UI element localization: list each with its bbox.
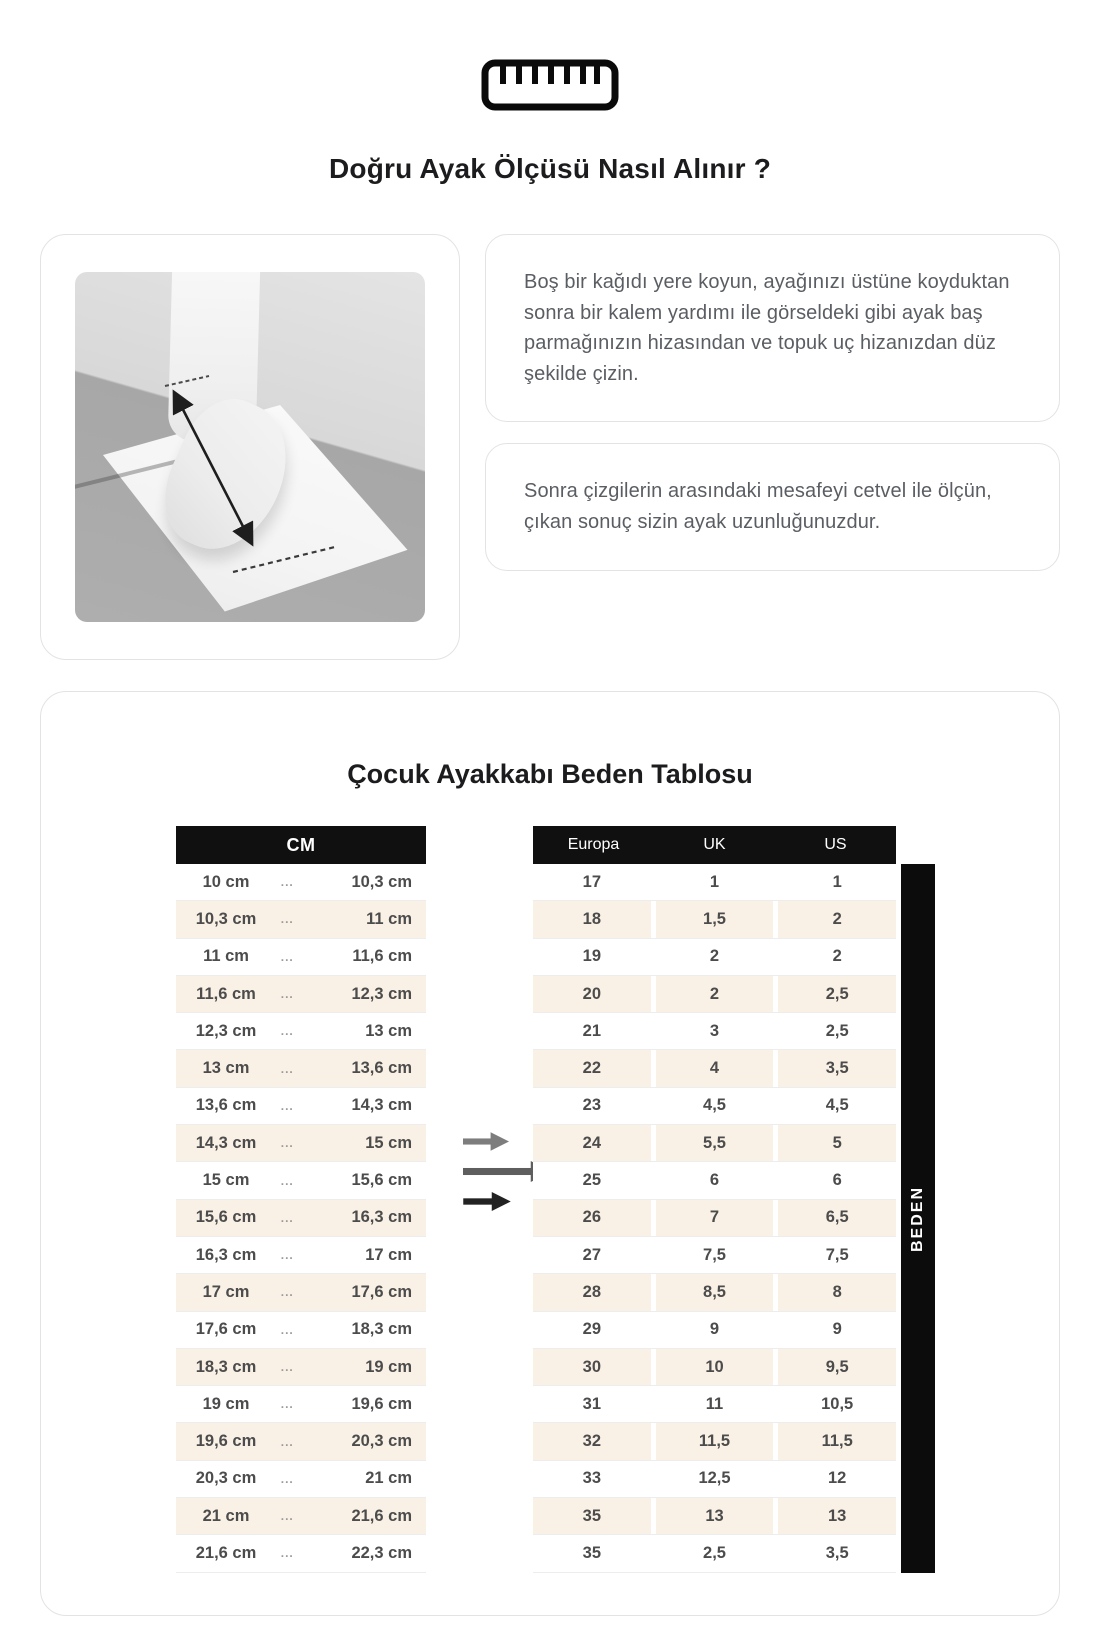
- table-row: [533, 1386, 896, 1423]
- size-table-body: [533, 864, 896, 1573]
- table-row: [176, 1274, 426, 1311]
- range-dots: ...: [280, 987, 294, 1002]
- us-value: 3,5: [778, 1535, 896, 1571]
- cm-to-value: 13 cm: [365, 1021, 412, 1040]
- uk-value: 5,5: [656, 1125, 774, 1161]
- europa-value: 35: [533, 1498, 651, 1534]
- arrow-right-icon-bottom: [463, 1192, 511, 1211]
- arrow-right-icon-top: [463, 1132, 509, 1151]
- international-size-table: [533, 826, 896, 1573]
- table-row: [176, 1312, 426, 1349]
- cm-from-value: 15 cm: [202, 1171, 250, 1190]
- table-row: [176, 1088, 426, 1125]
- beden-label: BEDEN: [909, 1185, 927, 1252]
- range-dots: ...: [280, 1509, 294, 1524]
- us-value: 11,5: [778, 1423, 896, 1459]
- uk-value: 2: [656, 939, 774, 975]
- cm-range-table: [176, 826, 426, 1573]
- europa-value: 28: [533, 1274, 651, 1310]
- us-value: 6,5: [778, 1200, 896, 1236]
- table-row: [533, 1125, 896, 1162]
- cm-table-body: [176, 864, 426, 1573]
- range-dots: ...: [280, 1173, 294, 1188]
- how-to-section: [40, 234, 1060, 660]
- europa-value: 17: [533, 864, 651, 900]
- instruction-step-1: [485, 234, 1060, 422]
- size-table-header: [533, 826, 896, 864]
- us-value: 9: [778, 1312, 896, 1348]
- table-row: [176, 1423, 426, 1460]
- table-row: [176, 1162, 426, 1199]
- uk-value: 10: [656, 1349, 774, 1385]
- cm-to-value: 11 cm: [366, 909, 412, 928]
- europa-value: 30: [533, 1349, 651, 1385]
- cm-from-value: 13,6 cm: [195, 1096, 257, 1115]
- cm-to-value: 11,6 cm: [352, 947, 412, 966]
- table-row: [533, 1498, 896, 1535]
- table-row: [176, 1386, 426, 1423]
- range-dots: ...: [280, 912, 294, 927]
- europa-value: 26: [533, 1200, 651, 1236]
- europa-value: 35: [533, 1535, 651, 1571]
- cm-to-value: 20,3 cm: [351, 1432, 412, 1451]
- mapping-arrows: [426, 826, 533, 1211]
- cm-to-value: 10,3 cm: [351, 872, 412, 891]
- uk-value: 13: [656, 1498, 774, 1534]
- cm-from-value: 11 cm: [203, 947, 249, 966]
- uk-value: 8,5: [656, 1274, 774, 1310]
- us-value: 10,5: [778, 1386, 896, 1422]
- cm-from-value: 21 cm: [202, 1506, 250, 1525]
- europa-value: 18: [533, 901, 651, 937]
- cm-from-value: 12,3 cm: [195, 1021, 257, 1040]
- table-row: [533, 939, 896, 976]
- cm-from-value: 17 cm: [202, 1282, 250, 1301]
- cm-from-value: 21,6 cm: [195, 1543, 257, 1562]
- range-dots: ...: [280, 1210, 294, 1225]
- uk-value: 12,5: [656, 1461, 774, 1497]
- uk-value: 6: [656, 1162, 774, 1198]
- table-row: [533, 901, 896, 938]
- table-row: [533, 1200, 896, 1237]
- instruction-step-2: [485, 443, 1060, 570]
- table-row: [176, 1013, 426, 1050]
- uk-value: 9: [656, 1312, 774, 1348]
- uk-value: 3: [656, 1013, 774, 1049]
- uk-value: 7,5: [656, 1237, 774, 1273]
- cm-to-value: 16,3 cm: [351, 1208, 412, 1227]
- us-value: 7,5: [778, 1237, 896, 1273]
- us-value: 2,5: [778, 976, 896, 1012]
- range-dots: ...: [280, 1434, 294, 1449]
- table-row: [533, 1349, 896, 1386]
- table-row: [176, 1461, 426, 1498]
- europa-value: 27: [533, 1237, 651, 1273]
- beden-vertical-bar: [901, 864, 935, 1573]
- cm-to-value: 21,6 cm: [351, 1506, 412, 1525]
- europa-value: 32: [533, 1423, 651, 1459]
- cm-from-value: 18,3 cm: [195, 1357, 257, 1376]
- cm-to-value: 15 cm: [365, 1133, 412, 1152]
- cm-from-value: 10 cm: [202, 872, 250, 891]
- table-row: [176, 1200, 426, 1237]
- table-row: [533, 1088, 896, 1125]
- cm-from-value: 15,6 cm: [195, 1208, 257, 1227]
- cm-to-value: 15,6 cm: [351, 1171, 412, 1190]
- europa-value: 21: [533, 1013, 651, 1049]
- cm-from-value: 14,3 cm: [195, 1133, 257, 1152]
- range-dots: ...: [280, 1136, 294, 1151]
- uk-value: 4: [656, 1050, 774, 1086]
- europa-value: 19: [533, 939, 651, 975]
- uk-value: 2: [656, 976, 774, 1012]
- cm-to-value: 12,3 cm: [351, 984, 412, 1003]
- europa-value: 25: [533, 1162, 651, 1198]
- range-dots: ...: [280, 1024, 294, 1039]
- uk-value: 1: [656, 864, 774, 900]
- size-chart-title: Çocuk Ayakkabı Beden Tablosu: [347, 759, 753, 789]
- us-value: 5: [778, 1125, 896, 1161]
- table-row: [176, 901, 426, 938]
- table-row: [533, 1535, 896, 1572]
- europa-value: 24: [533, 1125, 651, 1161]
- range-dots: ...: [280, 1546, 294, 1561]
- range-dots: ...: [280, 1322, 294, 1337]
- range-dots: ...: [280, 1061, 294, 1076]
- table-row: [533, 864, 896, 901]
- range-dots: ...: [280, 1360, 294, 1374]
- europa-value: 31: [533, 1386, 651, 1422]
- size-chart-card: [40, 691, 1060, 1616]
- cm-to-value: 22,3 cm: [351, 1543, 412, 1562]
- cm-to-value: 17,6 cm: [351, 1282, 412, 1301]
- cm-to-value: 13,6 cm: [351, 1059, 412, 1078]
- table-row: [176, 1050, 426, 1087]
- europa-value: 22: [533, 1050, 651, 1086]
- europa-value: 23: [533, 1088, 651, 1124]
- column-header-us: US: [824, 836, 847, 853]
- page-title: Doğru Ayak Ölçüsü Nasıl Alınır ?: [328, 153, 772, 184]
- table-row: [533, 1312, 896, 1349]
- europa-value: 33: [533, 1461, 651, 1497]
- cm-from-value: 19 cm: [202, 1394, 250, 1413]
- us-value: 8: [778, 1274, 896, 1310]
- table-row: [533, 1461, 896, 1498]
- us-value: 6: [778, 1162, 896, 1198]
- us-value: 13: [778, 1498, 896, 1534]
- us-value: 1: [778, 864, 896, 900]
- us-value: 4,5: [778, 1088, 896, 1124]
- uk-value: 11: [656, 1386, 774, 1422]
- table-row: [533, 1274, 896, 1311]
- cm-from-value: 10,3 cm: [195, 909, 257, 928]
- table-row: [176, 976, 426, 1013]
- table-row: [176, 1349, 426, 1386]
- cm-to-value: 18,3 cm: [351, 1320, 412, 1339]
- cm-to-value: 19 cm: [365, 1357, 412, 1376]
- cm-from-value: 17,6 cm: [195, 1320, 257, 1339]
- cm-to-value: 17 cm: [365, 1245, 412, 1264]
- cm-from-value: 20,3 cm: [195, 1469, 257, 1488]
- cm-to-value: 19,6 cm: [351, 1394, 412, 1413]
- cm-to-value: 21 cm: [365, 1469, 412, 1488]
- instruction-step-1-text: Boş bir kağıdı yere koyun, ayağınızı üstüne koyduktan sonra bir kalem yardımı ile görseldeki gibi ayak baş parmağınızın hizasından ve topuk uç hizanızdan düz şekilde çizin.: [524, 271, 1010, 385]
- column-header-uk: UK: [703, 836, 726, 853]
- us-value: 2: [778, 939, 896, 975]
- range-dots: ...: [280, 1471, 294, 1486]
- cm-from-value: 16,3 cm: [195, 1245, 257, 1264]
- table-row: [176, 1498, 426, 1535]
- us-value: 12: [778, 1461, 896, 1497]
- europa-value: 20: [533, 976, 651, 1012]
- uk-value: 4,5: [656, 1088, 774, 1124]
- cm-from-value: 11,6 cm: [196, 984, 256, 1003]
- table-row: [533, 1050, 896, 1087]
- range-dots: ...: [280, 1397, 294, 1412]
- range-dots: ...: [280, 949, 294, 964]
- europa-value: 29: [533, 1312, 651, 1348]
- cm-from-value: 13 cm: [202, 1059, 250, 1078]
- us-value: 3,5: [778, 1050, 896, 1086]
- page-header: [0, 0, 1100, 185]
- ruler-icon: [480, 58, 620, 112]
- cm-table-header: CM: [176, 826, 426, 864]
- us-value: 9,5: [778, 1349, 896, 1385]
- table-row: [533, 1162, 896, 1199]
- table-row: [533, 1013, 896, 1050]
- uk-value: 1,5: [656, 901, 774, 937]
- foot-measure-illustration: [75, 272, 425, 622]
- table-row: [533, 1423, 896, 1460]
- us-value: 2,5: [778, 1013, 896, 1049]
- uk-value: 2,5: [656, 1535, 774, 1571]
- table-row: [176, 864, 426, 901]
- table-row: [533, 1237, 896, 1274]
- range-dots: ...: [280, 1098, 294, 1113]
- instruction-step-2-text: Sonra çizgilerin arasındaki mesafeyi cetvel ile ölçün, çıkan sonuç sizin ayak uzunluğunuzdur.: [524, 480, 992, 533]
- foot-measure-photo-card: [40, 234, 460, 660]
- range-dots: ...: [280, 1285, 294, 1300]
- instruction-steps: [485, 234, 1060, 660]
- us-value: 2: [778, 901, 896, 937]
- column-header-europa: Europa: [567, 836, 620, 853]
- table-row: [176, 939, 426, 976]
- table-row: [176, 1535, 426, 1572]
- table-row: [176, 1125, 426, 1162]
- measurement-arrow-overlay: [75, 272, 425, 622]
- uk-value: 7: [656, 1200, 774, 1236]
- range-dots: ...: [280, 1248, 294, 1263]
- size-chart-tables: [41, 826, 1059, 1573]
- table-row: [533, 976, 896, 1013]
- range-dots: ...: [280, 875, 294, 890]
- uk-value: 11,5: [656, 1423, 774, 1459]
- cm-from-value: 19,6 cm: [195, 1432, 257, 1451]
- table-row: [176, 1237, 426, 1274]
- cm-to-value: 14,3 cm: [351, 1096, 412, 1115]
